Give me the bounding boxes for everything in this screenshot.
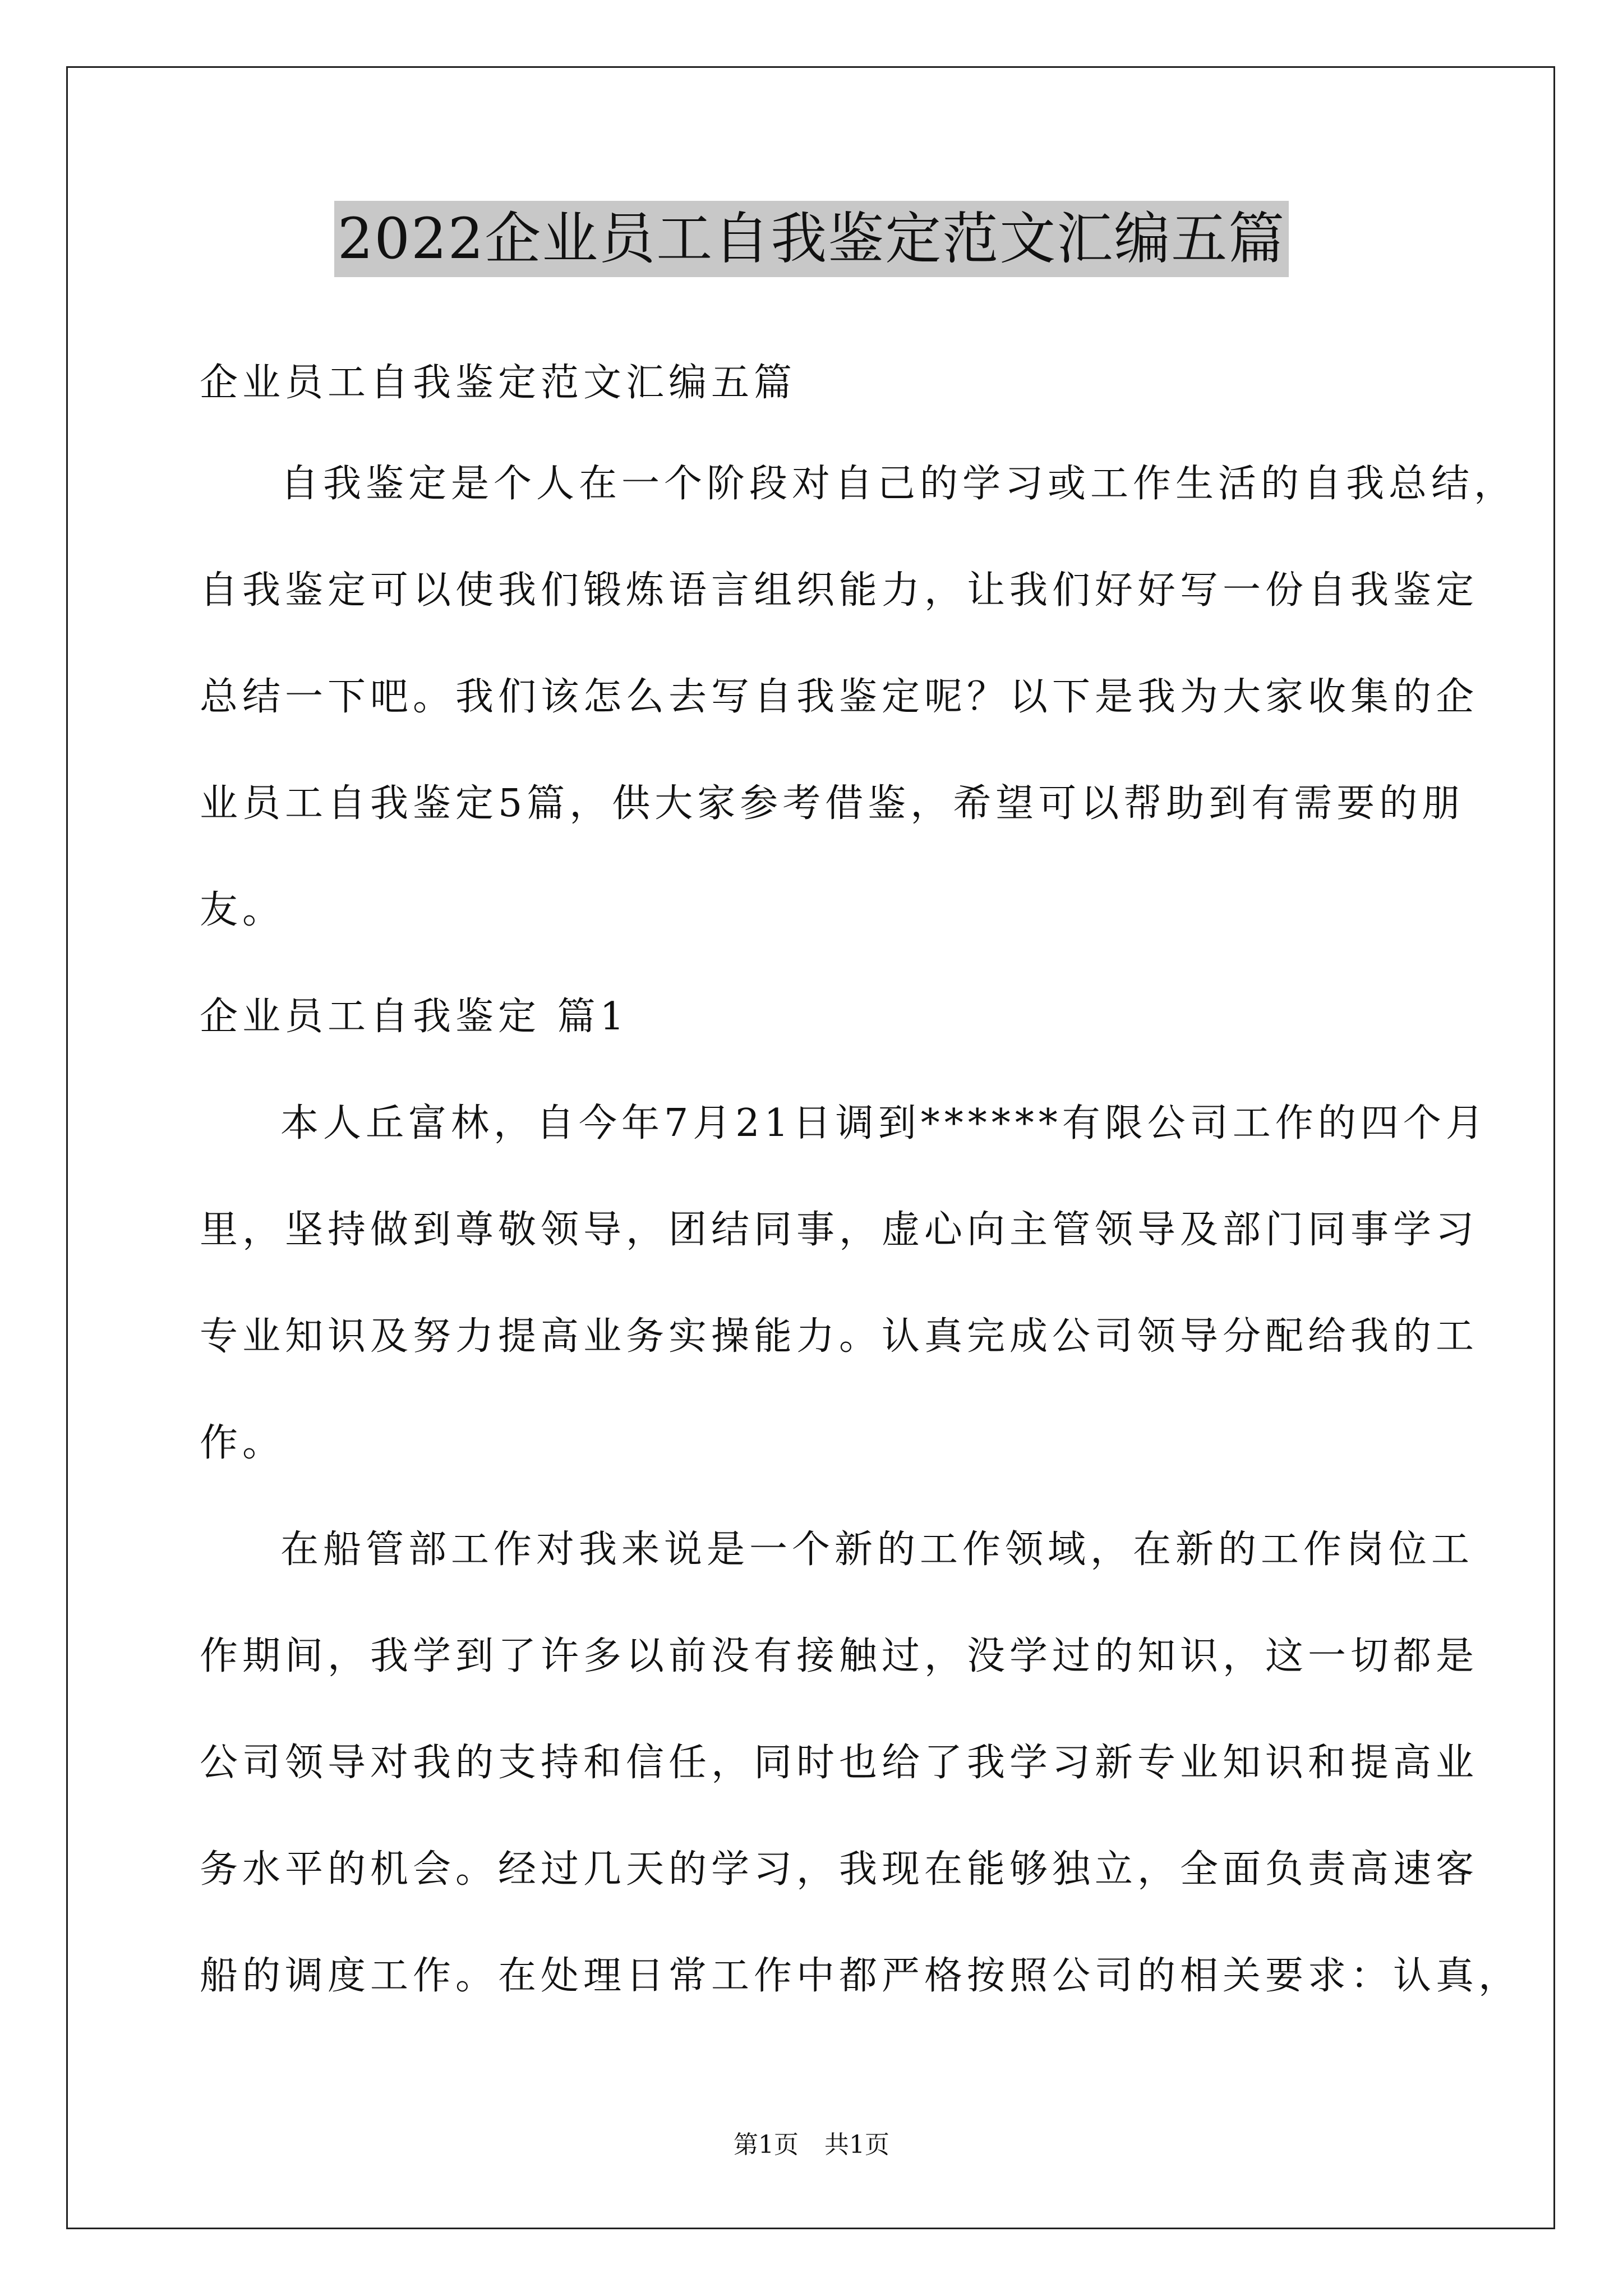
intro-line: 自我鉴定可以使我们锻炼语言组织能力，让我们好好写一份自我鉴定	[200, 568, 1479, 613]
subtitle: 企业员工自我鉴定范文汇编五篇	[200, 361, 797, 405]
paragraph2-line: 在船管部工作对我来说是一个新的工作领域，在新的工作岗位工	[280, 1527, 1474, 1572]
intro-line: 总结一下吧。我们该怎么去写自我鉴定呢？以下是我为大家收集的企	[200, 675, 1479, 719]
paragraph1-line: 作。	[200, 1421, 285, 1465]
paragraph1-line: 专业知识及努力提高业务实操能力。认真完成公司领导分配给我的工	[200, 1314, 1479, 1359]
page-number-total: 共1页	[824, 2131, 889, 2159]
paragraph1-line: 里，坚持做到尊敬领导，团结同事，虚心向主管领导及部门同事学习	[200, 1208, 1479, 1252]
paragraph2-line: 船的调度工作。在处理日常工作中都严格按照公司的相关要求：认真，	[200, 1954, 1521, 1998]
intro-line: 自我鉴定是个人在一个阶段对自己的学习或工作生活的自我总结，	[280, 462, 1517, 506]
paragraph2-line: 公司领导对我的支持和信任，同时也给了我学习新专业知识和提高业	[200, 1741, 1479, 1785]
intro-line: 业员工自我鉴定5篇，供大家参考借鉴，希望可以帮助到有需要的朋	[200, 781, 1465, 826]
paragraph1-line: 本人丘富林，自今年7月21日调到******有限公司工作的四个月	[280, 1101, 1488, 1145]
paragraph2-line: 作期间，我学到了许多以前没有接触过，没学过的知识，这一切都是	[200, 1634, 1479, 1678]
document-title: 2022企业员工自我鉴定范文汇编五篇	[334, 201, 1289, 277]
document-title-block	[0, 201, 1623, 277]
section-heading: 企业员工自我鉴定 篇1	[200, 995, 629, 1039]
paragraph2-line: 务水平的机会。经过几天的学习，我现在能够独立，全面负责高速客	[200, 1847, 1479, 1892]
page-number-current: 第1页	[734, 2131, 799, 2159]
intro-line: 友。	[200, 888, 285, 932]
page-footer	[0, 2129, 1623, 2161]
